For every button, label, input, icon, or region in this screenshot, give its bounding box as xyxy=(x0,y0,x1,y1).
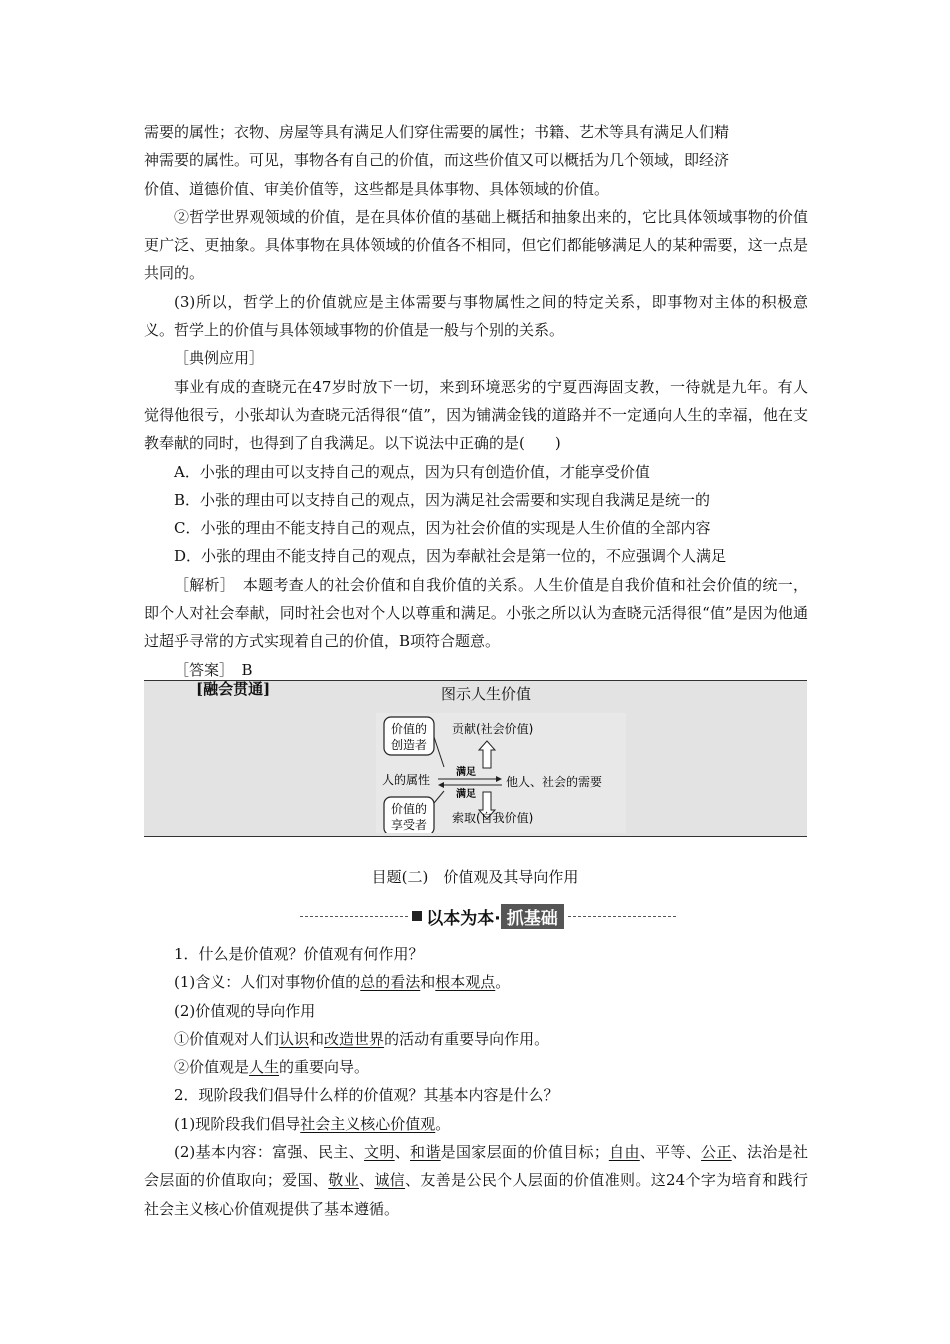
option-c: C．小张的理由不能支持自己的观点，因为社会价值的实现是人生价值的全部内容 xyxy=(174,519,711,538)
summary-box xyxy=(144,680,807,837)
banner-dash-left xyxy=(300,916,408,917)
option-d: D．小张的理由不能支持自己的观点，因为奉献社会是第一位的，不应强调个人满足 xyxy=(174,547,727,566)
core-values-paragraph: (2)基本内容：富强、民主、文明、和谐是国家层面的价值目标；自由、平等、公正、法治是社会层面的价值取向；爱国、敬业、诚信、友善是公民个人层面的价值准则。这24个字为培育和践行社会主义核心价值观提供了基本遵循。 xyxy=(144,1143,808,1218)
section-subtitle: 目题(二) 价值观及其导向作用 xyxy=(371,868,579,886)
receiver-label-1: 价值的 xyxy=(390,802,428,816)
option-b: B．小张的理由可以支持自己的观点，因为满足社会需要和实现自我满足是统一的 xyxy=(174,490,711,509)
question-heading: 1．什么是价值观？价值观有何作用？ xyxy=(174,945,424,963)
life-value-diagram xyxy=(376,707,626,833)
satisfy-top-label: 满足 xyxy=(456,767,476,778)
banner-text: 以本为本· xyxy=(426,908,501,929)
guidance-point-2: ②价值观是人生的重要向导。 xyxy=(174,1058,370,1077)
banner-dash-right xyxy=(568,916,676,917)
answer-text: ［答案］ B xyxy=(174,660,253,679)
creator-label-1: 价值的 xyxy=(390,722,428,736)
example-label: ［典例应用］ xyxy=(174,349,265,368)
box-title: 图示人生价值 xyxy=(441,685,532,703)
question-heading: 2．现阶段我们倡导什么样的价值观？其基本内容是什么？ xyxy=(174,1086,559,1105)
definition-line: (1)含义：人们对事物价值的总的看法和根本观点。 xyxy=(174,973,511,992)
box-label: [融会贯通] xyxy=(196,680,271,698)
satisfy-bottom-label: 满足 xyxy=(456,789,476,800)
paragraph: (3)所以，哲学上的价值就应是主体需要与事物属性之间的特定关系，即事物对主体的积极意义。哲学上的价值与具体领域事物的价值是一般与个别的关系。 xyxy=(144,292,808,340)
contribute-label: 贡献(社会价值) xyxy=(452,722,534,736)
banner-highlight: 抓基础 xyxy=(501,904,564,929)
option-a: A．小张的理由可以支持自己的观点，因为只有创造价值，才能享受价值 xyxy=(174,462,650,481)
paragraph-line: 价值、道德价值、审美价值等，这些都是具体事物、具体领域的价值。 xyxy=(144,179,610,198)
receiver-label-2: 享受者 xyxy=(390,818,428,832)
square-bullet-icon xyxy=(412,911,422,921)
creator-label-2: 创造者 xyxy=(390,738,428,752)
basics-text xyxy=(144,940,808,1223)
question-text: 事业有成的查晓元在47岁时放下一切，来到环境恶劣的宁夏西海固支教，一待就是九年。有人觉得他很亏，小张却认为查晓元活得很“值”，因为铺满金钱的道路并不一定通向人生的幸福，他在支教奉献的同时，也得到了自我满足。以下说法中正确的是( ) xyxy=(144,377,808,453)
advocacy-line: (1)现阶段我们倡导社会主义核心价值观。 xyxy=(174,1114,451,1133)
analysis-text: ［解析］ 本题考查人的社会价值和自我价值的关系。人生价值是自我价值和社会价值的统一，即个人对社会奉献，同时社会也对个人以尊重和满足。小张之所以认为查晓元活得很“值”是因为他通过超乎寻常的方式实现着自己的价值，B项符合题意。 xyxy=(144,575,808,651)
guidance-heading: (2)价值观的导向作用 xyxy=(174,1001,316,1020)
attribute-label: 人的属性 xyxy=(382,773,431,787)
paragraph: ②哲学世界观领域的价值，是在具体价值的基础上概括和抽象出来的，它比具体领域事物的价值更广泛、更抽象。具体事物在具体领域的价值各不相同，但它们都能够满足人的某种需要，这一点是共同的。 xyxy=(144,207,808,283)
paragraph-line: 神需要的属性。可见，事物各有自己的价值，而这些价值又可以概括为几个领域，即经济 xyxy=(144,151,730,170)
paragraph-line: 需要的属性；衣物、房屋等具有满足人们穿住需要的属性；书籍、艺术等具有满足人们精 xyxy=(144,123,730,141)
intro-text xyxy=(144,118,808,684)
guidance-point-1: ①价值观对人们认识和改造世界的活动有重要导向作用。 xyxy=(174,1029,550,1048)
need-label: 他人、社会的需要 xyxy=(506,775,603,789)
take-label: 索取(自我价值) xyxy=(452,811,534,825)
section-banner xyxy=(300,904,676,928)
